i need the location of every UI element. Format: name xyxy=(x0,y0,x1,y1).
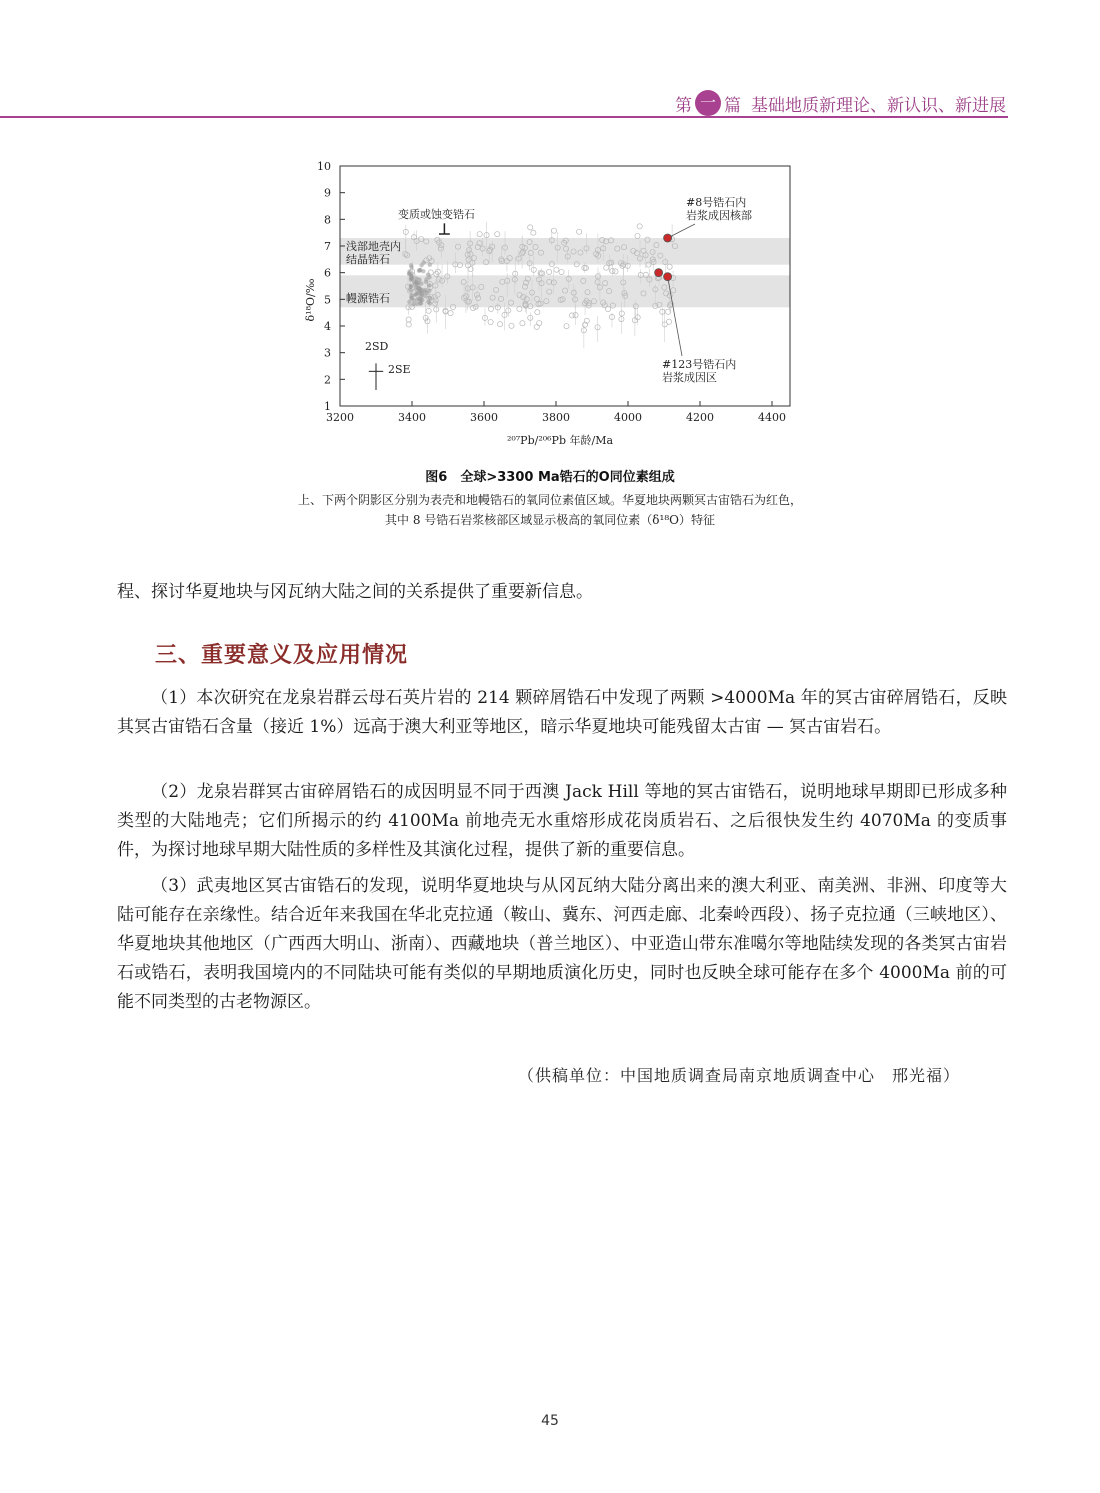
page-header xyxy=(0,88,1100,122)
paragraph-2: （2）龙泉岩群冥古宙碎屑锆石的成因明显不同于西澳 Jack Hill 等地的冥古宙锆石，说明地球早期即已形成多种类型的大陆地壳；它们所揭示的约 4100Ma 前地壳无水重熔形成花岗质岩石、之后很快发生约 4070Ma 的变质事件，为探讨地球早期大陆性质的多样性及其演化过程，提供了新的重要信息。 xyxy=(117,782,1007,860)
y-tick-label: 8 xyxy=(324,213,331,227)
y-tick-label: 7 xyxy=(324,240,331,253)
data-point xyxy=(604,265,609,270)
data-point xyxy=(409,284,413,288)
header-rule xyxy=(0,116,1008,118)
data-point xyxy=(427,288,431,292)
header-title xyxy=(675,90,1006,116)
annotation-zircon8-line1: #8号锆石内 xyxy=(686,196,747,209)
data-point xyxy=(406,317,411,322)
data-point xyxy=(554,267,559,272)
data-point xyxy=(551,228,556,233)
page-number: 45 xyxy=(541,1413,559,1429)
y-tick-label: 1 xyxy=(324,400,331,413)
x-tick-label: 4200 xyxy=(686,411,714,424)
data-point xyxy=(635,233,640,238)
data-point xyxy=(564,324,569,329)
y-tick-label: 5 xyxy=(324,293,331,307)
contributor-credit: （供稿单位：中国地质调查局南京地质调查中心 邢光福） xyxy=(517,1066,960,1085)
annotation-crust-line2: 结晶锆石 xyxy=(346,253,390,266)
annotation-zircon123-line1: #123号锆石内 xyxy=(662,358,737,371)
annotation-2se: 2SE xyxy=(388,363,411,376)
section-title: 基础地质新理论、新认识、新进展 xyxy=(751,95,1006,116)
data-point xyxy=(419,263,423,267)
data-point xyxy=(428,296,432,300)
x-tick-label: 3600 xyxy=(470,411,498,424)
data-point xyxy=(531,230,536,235)
y-tick-label: 9 xyxy=(324,186,331,200)
data-point xyxy=(412,298,416,302)
data-point xyxy=(520,321,525,326)
section-heading: 三、重要意义及应用情况 xyxy=(155,643,409,668)
data-point xyxy=(537,321,542,326)
figure-chart xyxy=(290,160,810,460)
data-point xyxy=(407,269,411,273)
x-tick-label: 3200 xyxy=(326,411,354,424)
hadean-zircon-point-2 xyxy=(655,269,663,277)
annotation-crust-line1: 浅部地壳内 xyxy=(346,240,401,253)
part-number-badge: 一 xyxy=(695,90,721,116)
y-axis-label: δ¹⁸O/‰ xyxy=(304,278,317,322)
x-tick-label: 4400 xyxy=(758,411,786,424)
data-point xyxy=(428,263,432,267)
data-point xyxy=(528,225,533,230)
data-point xyxy=(667,264,672,269)
part-suffix: 篇 xyxy=(724,95,741,116)
data-point xyxy=(406,322,411,327)
data-point xyxy=(509,323,514,328)
data-point xyxy=(417,296,421,300)
x-tick-label: 3400 xyxy=(398,411,426,424)
paragraph-1: （1）本次研究在龙泉岩群云母石英片岩的 214 颗碎屑锆石中发现了两颗 >4000Ma 年的冥古宙碎屑锆石，反映其冥古宙锆石含量（接近 1%）远高于澳大利亚等地区，暗示华夏地块可能残留太古宙 — 冥古宙岩石。 xyxy=(117,688,1007,737)
y-tick-label: 10 xyxy=(317,160,331,173)
data-point xyxy=(427,283,431,287)
data-point xyxy=(407,300,411,304)
data-point xyxy=(535,310,540,315)
data-point xyxy=(546,269,551,274)
y-tick-label: 4 xyxy=(324,320,331,333)
y-tick-label: 2 xyxy=(324,373,331,387)
figure-caption-line1: 上、下两个阴影区分别为表壳和地幔锆石的氧同位素值区域。华夏地块两颗冥古宙锆石为红色， xyxy=(297,493,802,507)
part-prefix: 第 xyxy=(675,95,692,116)
data-point xyxy=(534,324,539,329)
annotation-mantle: 幔源锆石 xyxy=(346,292,390,305)
data-point xyxy=(495,232,500,237)
data-point xyxy=(426,300,430,304)
figure-caption xyxy=(0,490,1100,530)
data-point xyxy=(613,269,618,274)
data-point xyxy=(497,322,502,327)
data-point xyxy=(420,293,424,297)
data-point xyxy=(417,269,421,273)
annotation-metamorphic: 变质或蚀变锆石 xyxy=(398,208,475,221)
x-tick-label: 3800 xyxy=(542,411,570,424)
data-point xyxy=(637,224,642,229)
paragraph-3: （3）武夷地区冥古宙锆石的发现，说明华夏地块与从冈瓦纳大陆分离出来的澳大利亚、南美洲、非洲、印度等大陆可能存在亲缘性。结合近年来我国在华北克拉通（鞍山、冀东、河西走廊、北秦岭西段）、扬子克拉通（三峡地区）、华夏地块其他地区（广西西大明山、浙南）、西藏地块（普兰地区）、中亚造山带东准噶尔等地陆续发现的各类冥古宙岩石或锆石，表明我国境内的不同陆块可能有类似的早期地质演化历史，同时也反映全球可能存在多个 4000Ma 前的可能不同类型的古老物源区。 xyxy=(117,876,1007,1012)
figure-title: 图6 全球>3300 Ma锆石的O同位素组成 xyxy=(425,470,675,485)
data-point xyxy=(426,308,431,313)
hadean-zircon-point-1 xyxy=(664,234,672,242)
hadean-zircon-point-3 xyxy=(664,273,672,281)
annotation-zircon123-line2: 岩浆成因区 xyxy=(662,371,717,384)
continuation-paragraph: 程、探讨华夏地块与冈瓦纳大陆之间的关系提供了重要新信息。 xyxy=(117,582,593,602)
x-axis-label: ²⁰⁷Pb/²⁰⁶Pb 年龄/Ma xyxy=(506,434,614,447)
data-point xyxy=(666,319,671,324)
y-tick-label: 6 xyxy=(324,266,331,280)
data-point xyxy=(577,229,582,234)
data-point xyxy=(424,280,428,284)
annotation-zircon8-line2: 岩浆成因核部 xyxy=(686,209,752,222)
data-point xyxy=(448,311,453,316)
data-point xyxy=(409,293,413,297)
annotation-2sd: 2SD xyxy=(365,340,389,353)
data-point xyxy=(477,232,482,237)
data-point xyxy=(411,302,415,306)
data-point xyxy=(559,269,564,274)
data-point xyxy=(423,288,427,292)
data-point xyxy=(413,282,417,286)
oxygen-isotope-chart xyxy=(290,160,810,460)
data-point xyxy=(619,311,624,316)
data-point xyxy=(409,263,413,267)
x-tick-label: 4000 xyxy=(614,411,642,424)
figure-caption-line2: 其中 8 号锆石岩浆核部区域显示极高的氧同位素（δ¹⁸O）特征 xyxy=(385,513,715,527)
y-tick-label: 3 xyxy=(324,346,331,360)
leader-line-zircon8 xyxy=(668,224,695,238)
data-point xyxy=(488,319,493,324)
data-point xyxy=(569,313,574,318)
data-point xyxy=(413,293,417,297)
